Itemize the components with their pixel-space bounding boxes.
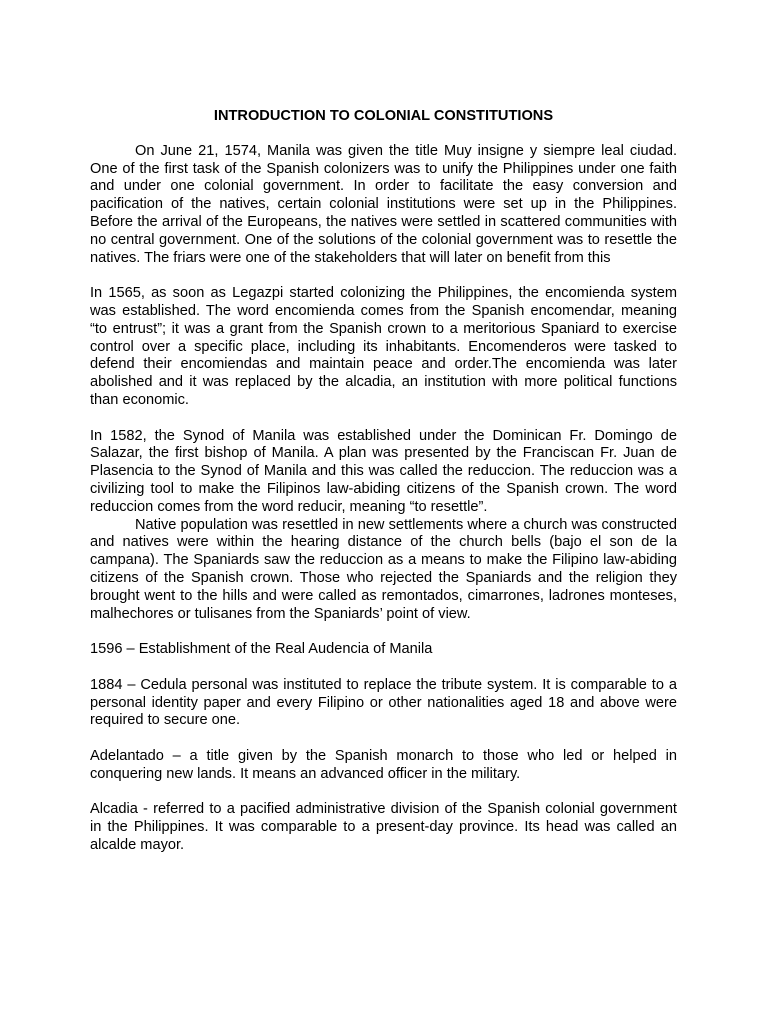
paragraph-gap bbox=[90, 783, 677, 801]
paragraph-real-audencia: 1596 – Establishment of the Real Audencia of Manila bbox=[90, 641, 433, 658]
paragraph-gap bbox=[90, 659, 677, 677]
paragraph-native-population: Native population was resettled in new settlements where a church was constructed and natives were within the hearing distance of the church bells (bajo el son de la campana). The Spaniards saw the reduccion as a means to make the Filipino law-abiding citizens of the Spanish crown. Those who rejected the Spaniards and the religion they brought went to the hills and were called as remontados, cimarrones, ladrones monteses, malhechores or tulisanes from the Spaniards’ point of view. bbox=[90, 516, 677, 622]
paragraph-alcadia: Alcadia - referred to a pacified administrative division of the Spanish colonial government in the Philippines. It was comparable to a present-day province. Its head was called an alcalde mayor. bbox=[90, 801, 677, 853]
paragraph-gap bbox=[90, 267, 677, 285]
paragraph-manila-title: On June 21, 1574, Manila was given the title Muy insigne y siempre leal ciudad. One of the first task of the Spanish colonizers was to unify the Philippines under one faith and under one colonial government. In order to facilitate the easy conversion and pacification of the natives, certain colonial institutions were set up in the Philippines. Before the arrival of the Europeans, the natives were settled in scattered communities with no central government. One of the solutions of the colonial government was to resettle the natives. The friars were one of the stakeholders that will later on benefit from this bbox=[90, 142, 677, 266]
paragraph-gap bbox=[90, 410, 677, 428]
paragraph-synod: In 1582, the Synod of Manila was established under the Dominican Fr. Domingo de Salazar, the first bishop of Manila. A plan was presented by the Franciscan Fr. Juan de Plasencia to the Synod of Manila and this was called the reduccion. The reduccion was a civilizing tool to make the Filipinos law-abiding citizens of the Spanish crown. The word reduccion comes from the word reducir, meaning “to resettle”. bbox=[90, 427, 677, 515]
paragraph-encomienda: In 1565, as soon as Legazpi started colonizing the Philippines, the encomienda system was established. The word encomienda comes from the Spanish encomendar, meaning “to entrust”; it was a grant from the Spanish crown to a meritorious Spaniard to exercise control over a specific place, including its inhabitants. Encomenderos were tasked to defend their encomiendas and maintain peace and order.The encomienda was later abolished and it was replaced by the alcadia, an institution with more political functions than economic. bbox=[90, 285, 677, 408]
paragraph-gap bbox=[90, 623, 677, 641]
paragraph-adelantado: Adelantado – a title given by the Spanish monarch to those who led or helped in conquering new lands. It means an advanced officer in the military. bbox=[90, 747, 677, 782]
paragraph-gap bbox=[90, 730, 677, 748]
document-page bbox=[90, 108, 677, 855]
document-title: INTRODUCTION TO COLONIAL CONSTITUTIONS bbox=[213, 108, 554, 124]
paragraph-cedula: 1884 – Cedula personal was instituted to replace the tribute system. It is comparable to a personal identity paper and every Filipino or other nationalities aged 18 and above were required to secure one. bbox=[90, 676, 677, 729]
